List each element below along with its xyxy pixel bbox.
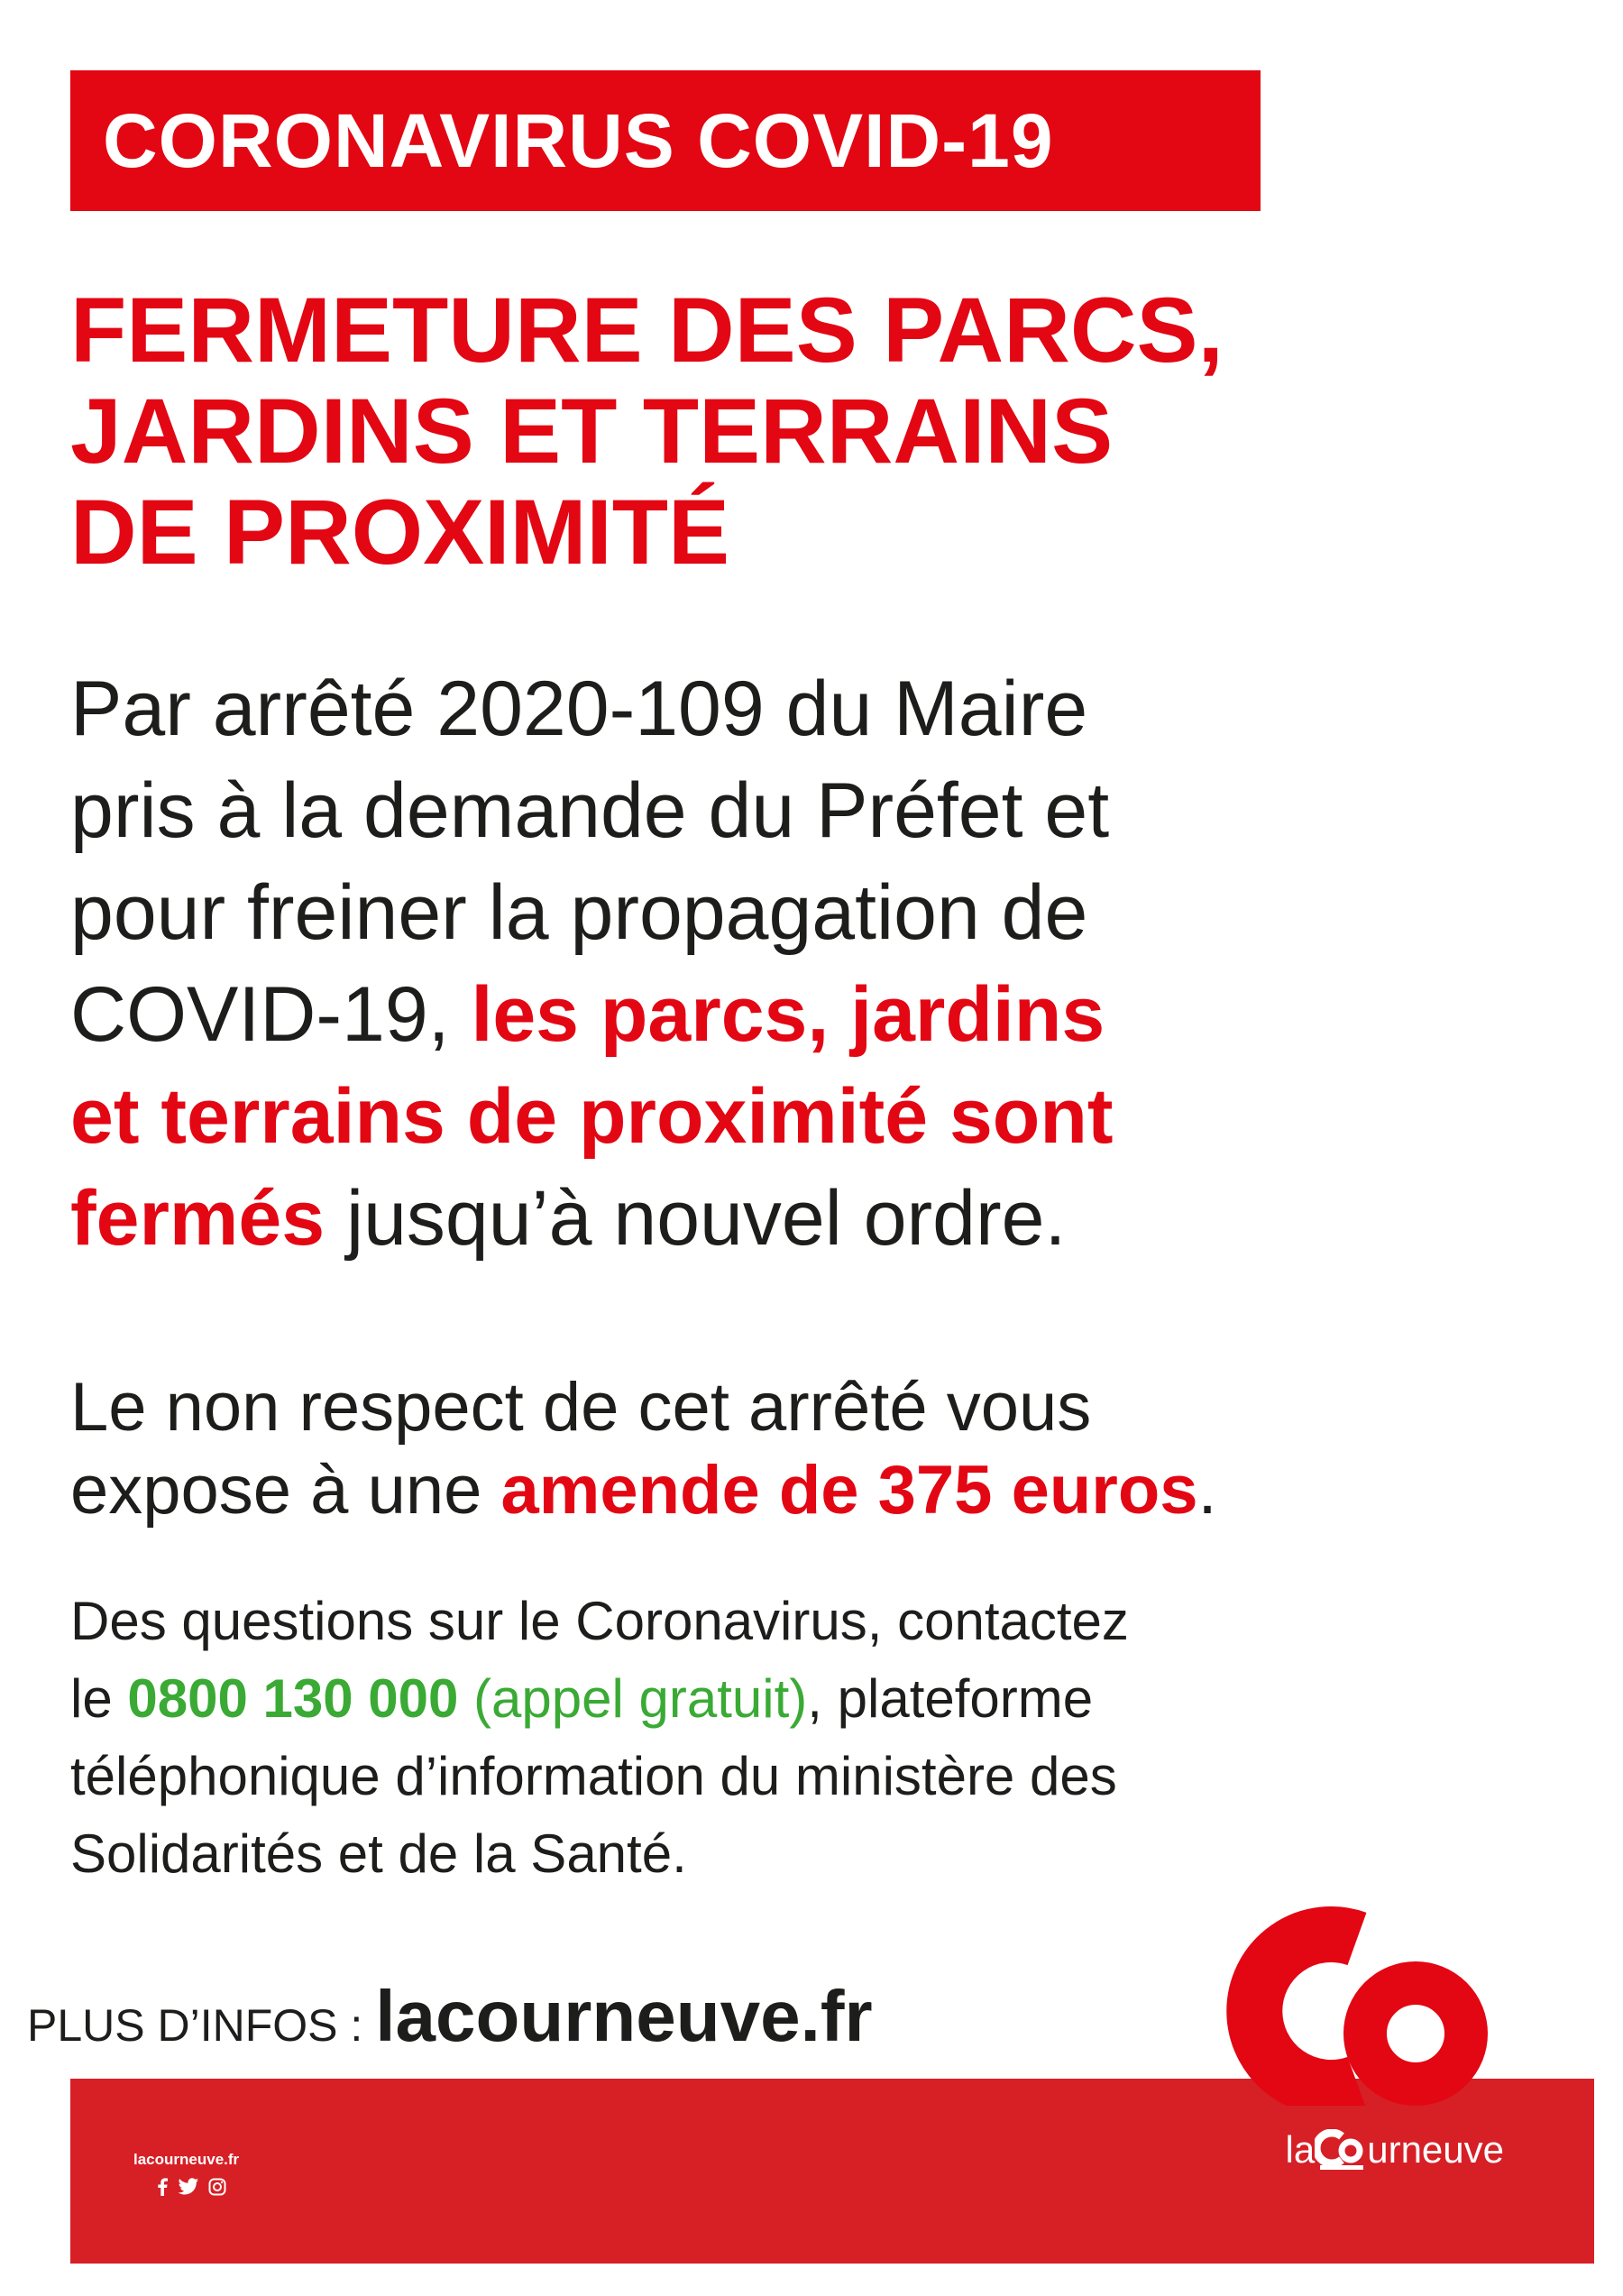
co-logo-icon	[1199, 1898, 1524, 2106]
twitter-icon[interactable]	[178, 2178, 199, 2201]
website-link[interactable]: lacourneuve.fr	[375, 1976, 873, 2056]
decree-line-2: pris à la demande du Préfet et	[70, 767, 1110, 854]
instagram-icon[interactable]	[208, 2178, 226, 2201]
info-line-4: Solidarités et de la Santé.	[70, 1823, 687, 1884]
footer-brand-logo	[1286, 2128, 1504, 2172]
decree-paragraph	[70, 658, 1531, 1270]
decree-line-4-plain: COVID-19,	[70, 971, 472, 1058]
hotline-note: (appel gratuit)	[458, 1668, 808, 1729]
decree-line-3: pour freiner la propagation de	[70, 869, 1088, 956]
social-icons	[156, 2178, 226, 2201]
footer-brand-prefix: la	[1285, 2128, 1316, 2171]
fine-line-2-plain: expose à une	[70, 1452, 501, 1529]
decree-line-4	[70, 964, 1531, 1066]
fine-line-2	[70, 1449, 1531, 1532]
footer-bar	[70, 2079, 1594, 2264]
decree-line-4-highlight: les parcs, jardins	[471, 971, 1105, 1058]
info-line-2-post: , plateforme	[807, 1668, 1094, 1729]
more-info	[27, 1975, 873, 2058]
banner-title: CORONAVIRUS COVID-19	[103, 97, 1054, 183]
decree-line-6-plain: jusqu’à nouvel ordre.	[325, 1175, 1067, 1262]
info-line-1: Des questions sur le Coronavirus, contactez	[70, 1591, 1129, 1651]
fine-line-1: Le non respect de cet arrêté vous	[70, 1369, 1092, 1446]
footer-site-link[interactable]: lacourneuve.fr	[133, 2151, 240, 2168]
co-monogram-icon	[1315, 2129, 1367, 2171]
info-line-3: téléphonique d’information du ministère des	[70, 1746, 1117, 1806]
decree-line-6-highlight: fermés	[70, 1175, 326, 1262]
fine-line-2-end: .	[1197, 1452, 1217, 1529]
more-info-label: PLUS D’INFOS :	[27, 2000, 363, 2051]
title-banner	[70, 70, 1261, 211]
info-line-2	[70, 1660, 1531, 1738]
headline-line-1: FERMETURE DES PARCS,	[70, 279, 1224, 381]
facebook-icon[interactable]	[156, 2178, 169, 2201]
decree-line-6	[70, 1168, 1531, 1270]
decree-line-5: et terrains de proximité sont	[70, 1073, 1114, 1160]
info-paragraph	[70, 1583, 1531, 1893]
fine-paragraph	[70, 1366, 1531, 1532]
hotline-number[interactable]: 0800 130 000	[127, 1668, 459, 1729]
headline	[70, 280, 1513, 583]
headline-line-3: DE PROXIMITÉ	[70, 481, 730, 583]
decree-line-1: Par arrêté 2020-109 du Maire	[70, 666, 1088, 752]
fine-amount: amende de 375 euros	[500, 1452, 1198, 1529]
info-line-2-pre: le	[70, 1668, 128, 1729]
footer-brand-suffix: urneuve	[1367, 2128, 1504, 2171]
headline-line-2: JARDINS ET TERRAINS	[70, 380, 1114, 482]
